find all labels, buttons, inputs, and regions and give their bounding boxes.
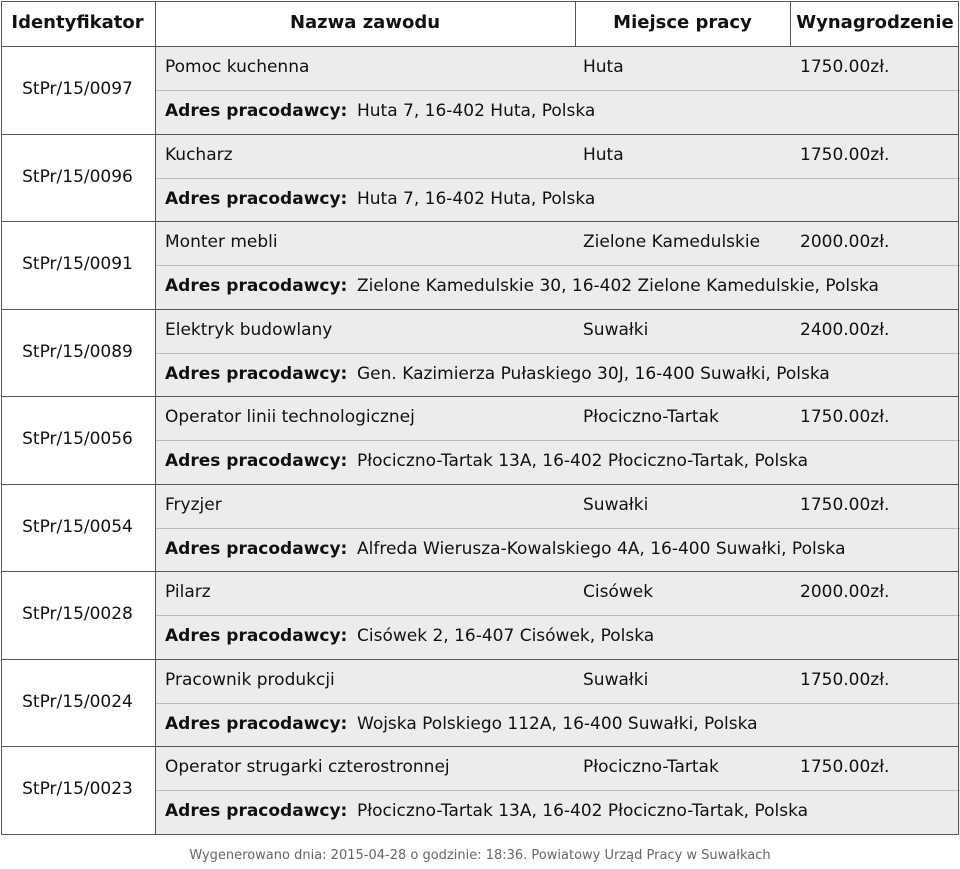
job-name: Operator strugarki czterostronnej	[165, 757, 450, 777]
id-column-border	[155, 1, 156, 834]
offer-id: StPr/15/0028	[22, 604, 133, 624]
row-inner-divider	[155, 178, 960, 179]
job-name: Elektryk budowlany	[165, 319, 333, 340]
offer-id: StPr/15/0091	[22, 254, 133, 274]
row-inner-divider	[155, 440, 960, 441]
row-border	[1, 134, 959, 135]
header-divider	[790, 1, 791, 46]
salary: 1750.00zł.	[800, 494, 890, 515]
offer-id: StPr/15/0096	[22, 166, 133, 187]
table-border-top	[1, 1, 959, 2]
job-name: Fryzjer	[165, 494, 222, 515]
salary: 2000.00zł.	[800, 582, 890, 602]
work-place: Suwałki	[583, 669, 649, 690]
employer-address: Płociczno-Tartak 13A, 16-402 Płociczno-Tartak, Polska	[357, 451, 809, 471]
job-name: Operator linii technologicznej	[165, 407, 415, 427]
row-inner-divider	[155, 265, 960, 266]
row-inner-divider	[155, 790, 960, 791]
salary: 2000.00zł.	[800, 232, 890, 252]
address-label: Adres pracodawcy:	[165, 276, 348, 296]
table-border-left	[1, 1, 2, 834]
employer-address: Huta 7, 16-402 Huta, Polska	[357, 188, 596, 209]
address-label: Adres pracodawcy:	[165, 626, 348, 646]
row-inner-divider	[155, 703, 960, 704]
address-label: Adres pracodawcy:	[165, 538, 348, 559]
row-border	[1, 309, 959, 310]
employer-address: Gen. Kazimierza Pułaskiego 30J, 16-400 Suwałki, Polska	[357, 363, 830, 384]
work-place: Zielone Kamedulskie	[583, 232, 761, 252]
footer-note: Wygenerowano dnia: 2015-04-28 o godzinie: 18:36. Powiatowy Urząd Pracy w Suwałkach	[189, 848, 771, 863]
salary: 2400.00zł.	[800, 319, 890, 340]
employer-address: Zielone Kamedulskie 30, 16-402 Zielone Kamedulskie, Polska	[357, 276, 879, 296]
salary: 1750.00zł.	[800, 757, 890, 777]
work-place: Płociczno-Tartak	[583, 757, 719, 777]
work-place: Suwałki	[583, 319, 649, 340]
header-place: Miejsce pracy	[613, 12, 752, 33]
header-id: Identyfikator	[11, 12, 144, 33]
salary: 1750.00zł.	[800, 57, 890, 77]
address-label: Adres pracodawcy:	[165, 101, 348, 121]
work-place: Huta	[583, 57, 624, 77]
offer-id: StPr/15/0024	[22, 691, 133, 712]
header-name: Nazwa zawodu	[289, 12, 441, 33]
offer-id: StPr/15/0097	[22, 79, 133, 99]
row-border	[1, 746, 959, 747]
salary: 1750.00zł.	[800, 669, 890, 690]
work-place: Huta	[583, 144, 624, 165]
offer-id: StPr/15/0054	[22, 516, 133, 537]
header-salary: Wynagrodzenie	[796, 12, 954, 33]
offer-id: StPr/15/0023	[22, 779, 133, 799]
row-inner-divider	[155, 353, 960, 354]
offer-id: StPr/15/0089	[22, 341, 133, 362]
address-label: Adres pracodawcy:	[165, 451, 348, 471]
work-place: Płociczno-Tartak	[583, 407, 719, 427]
job-name: Monter mebli	[165, 232, 278, 252]
job-name: Pracownik produkcji	[165, 669, 335, 690]
address-label: Adres pracodawcy:	[165, 801, 348, 821]
header-divider	[575, 1, 576, 46]
employer-address: Huta 7, 16-402 Huta, Polska	[357, 101, 596, 121]
row-border	[1, 571, 959, 572]
row-border	[1, 221, 959, 222]
salary: 1750.00zł.	[800, 144, 890, 165]
address-label: Adres pracodawcy:	[165, 188, 348, 209]
employer-address: Wojska Polskiego 112A, 16-400 Suwałki, Polska	[357, 713, 758, 734]
employer-address: Alfreda Wierusza-Kowalskiego 4A, 16-400 Suwałki, Polska	[357, 538, 846, 559]
header-bottom-border	[1, 46, 959, 47]
row-inner-divider	[155, 90, 960, 91]
row-border	[1, 834, 959, 835]
employer-address: Cisówek 2, 16-407 Cisówek, Polska	[357, 626, 655, 646]
row-inner-divider	[155, 528, 960, 529]
address-label: Adres pracodawcy:	[165, 713, 348, 734]
job-name: Pilarz	[165, 582, 211, 602]
row-inner-divider	[155, 615, 960, 616]
work-place: Cisówek	[583, 582, 654, 602]
table-border-right	[958, 1, 959, 834]
address-label: Adres pracodawcy:	[165, 363, 348, 384]
offer-id: StPr/15/0056	[22, 429, 133, 449]
job-name: Pomoc kuchenna	[165, 57, 310, 77]
row-border	[1, 659, 959, 660]
employer-address: Płociczno-Tartak 13A, 16-402 Płociczno-Tartak, Polska	[357, 801, 809, 821]
row-border	[1, 484, 959, 485]
row-border	[1, 396, 959, 397]
salary: 1750.00zł.	[800, 407, 890, 427]
work-place: Suwałki	[583, 494, 649, 515]
job-name: Kucharz	[165, 144, 233, 165]
